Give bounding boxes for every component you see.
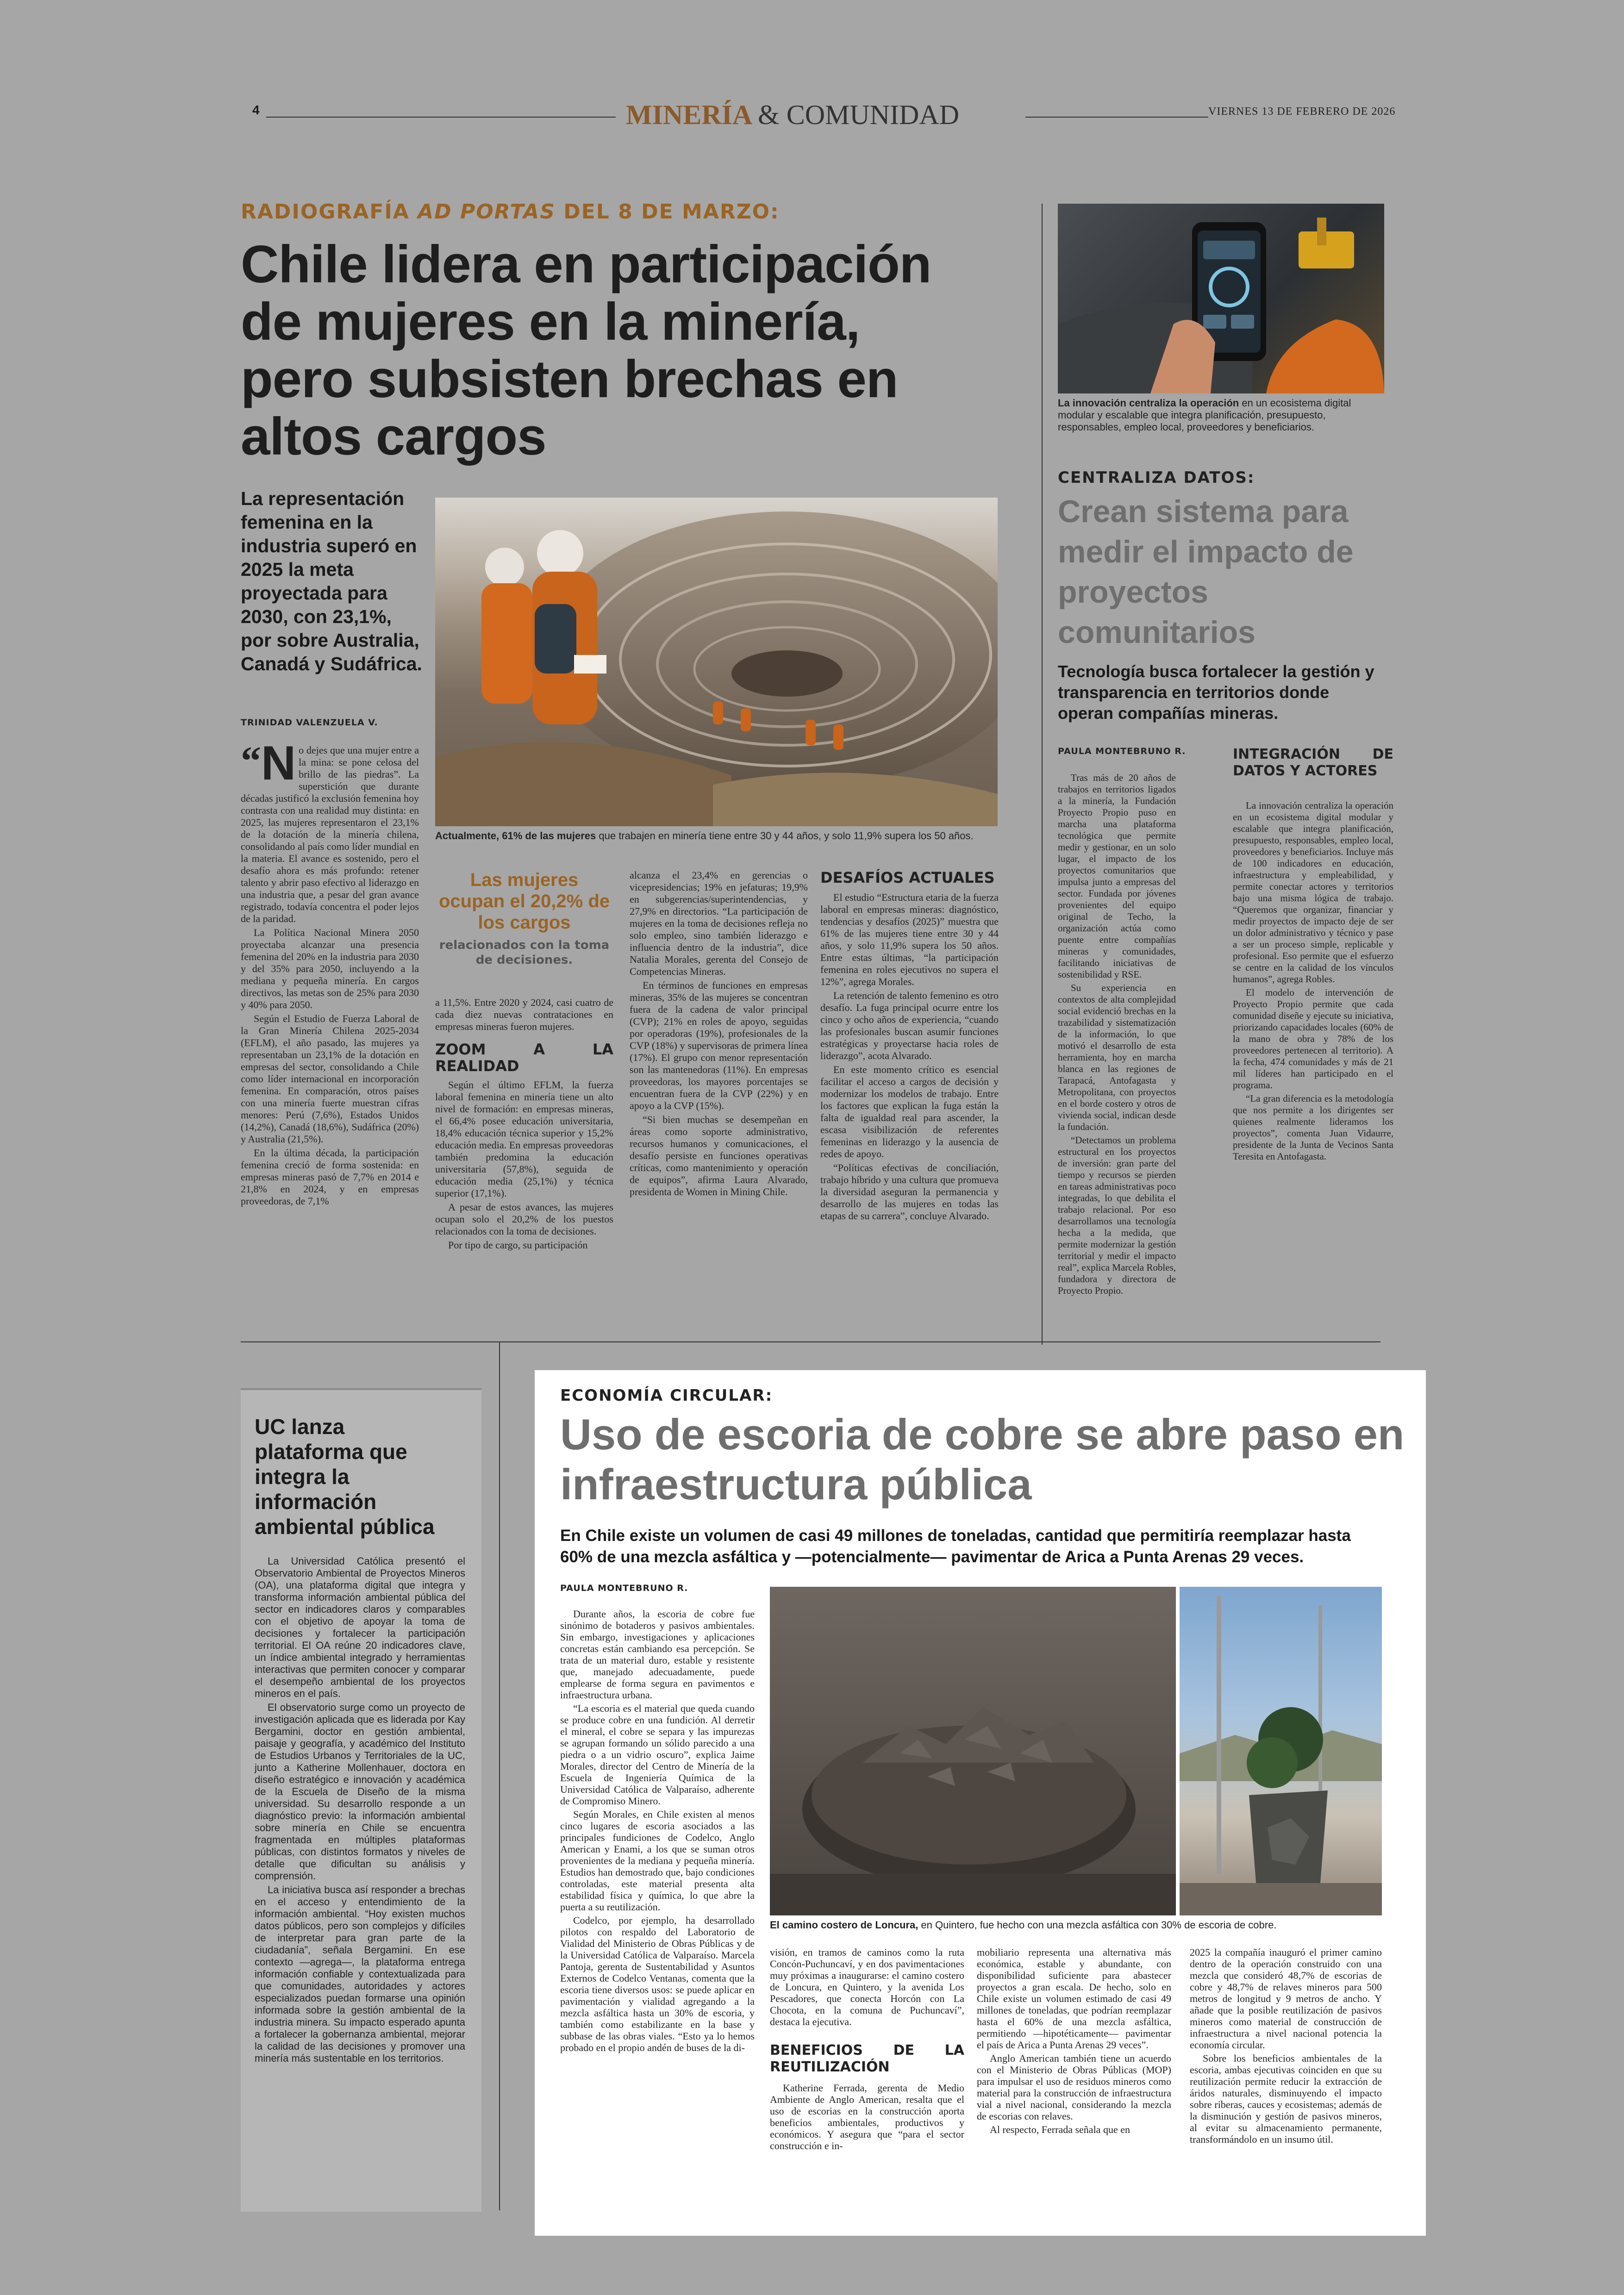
right-headline: Crean sistema para medir el impacto de proyectos comunitarios: [1058, 494, 1354, 650]
main-col2-p4: Por tipo de cargo, su participación: [448, 1239, 588, 1251]
sidebar-p3: La iniciativa busca así responder a brechas en el acceso y entendimiento de la información ambiental. “Hoy existen muchos datos públicos, pero son complejos y difíciles de interpretar para gran parte de la ciudadanía”, señala Bergamini. En ese contexto —agrega—, la plataforma entrega información confiable y contextualizada para que comunidades, autoridades y actores especializados puedan formarse una opinión informada sobre la gestión ambiental de la industria minera. Su impacto esperado apunta a fortalecer la gobernanza ambiental, mejorar la calidad de las decisiones y promover una minería más sustentable en los territorios.: [255, 1884, 465, 2064]
bottom-caption-rest: en Quintero, fue hecho con una mezcla asfáltica con 30% de escoria de cobre.: [918, 1919, 1277, 1931]
main-col4-subhead: DESAFÍOS ACTUALES: [820, 869, 995, 886]
bottom-col3-p3: Al respecto, Ferrada señala que en: [990, 2124, 1130, 2135]
phone-photo: [1058, 204, 1384, 393]
sidebar-p2: El observatorio surge como un proyecto de investigación aplicada que es liderada por Kay Bergamini, doctor en gestión ambiental, paisaje y geografía, y académico del Instituto de Estudios Urbanos y Territoriales de la UC, junto a Katherine Mollenhauer, doctora en diseño estratégico e innovación y académica de la Escuela de Diseño de la misma universidad. Su desarrollo responde a un diagnóstico previo: la información ambiental sobre minería en Chile se encuentra fragmentada en múltiples plataformas públicas, con distintos formatos y niveles de detalle que dificultan su análisis y comprensión.: [255, 1702, 465, 1882]
bottom-left-divider: [499, 1342, 500, 2210]
main-col4-p1: El estudio “Estructura etaria de la fuerza laboral en empresas mineras: diagnóstico, tendencias y desafíos (2025)” muestra que 61% de las mujeres tiene entre 30 y 44 años, y solo 11,9% supera los 50 años. Entre estas últimas, “la participación femenina en roles ejecutivos no supera el 12%”, agrega Morales.: [820, 892, 999, 987]
bottom-col2-p1: visión, en tramos de caminos como la ruta Concón-Puchuncaví, y en dos pavimentaciones muy próximas a inaugurarse: el camino costero de Loncura, en Quintero, y la avenida Los Pescadores, que conecta Horcón con La Chocota, en la comuna de Puchuncaví”, destaca la ejecutiva.: [770, 1946, 964, 2027]
sidebar-headline: UC lanza plataforma que integra la información ambiental pública: [255, 1415, 435, 1539]
main-col1-intro: o dejes que una mujer entre a la mina: se pone celosa del brillo de las piedras”. La superstición que durante décadas justificó la exclusión femenina hoy contrasta con una realidad muy distinta: en 2025, las mujeres representaron el 23,1% de la dotación de la minería chilena, consolidando al país como líder mundial en la materia. El avance es sostenido, pero el desafío ahora es más profundo: retener talento y abrir paso efectivo al liderazgo en una industria que, a pesar del gran avance registrado, todavía concentra el poder lejos de la paridad.: [241, 744, 419, 924]
section-title-a: MINERÍA: [626, 100, 751, 130]
right-col1-p3: “Detectamos un problema estructural en los proyectos de inversión: gran parte del tiempo y recursos se pierden en tareas administrativas poco integradas, lo que debilita el trabajo relacional. Por eso desarrollamos una tecnología hecha a la medida, que permite modernizar la gestión territorial y medir el impacto real”, explica Marcela Robles, fundadora y directora de Proyecto Propio.: [1058, 1135, 1176, 1296]
main-col4-p2: La retención de talento femenino es otro desafío. La fuga principal ocurre entre los cinco y ocho años de experiencia, “cuando las profesionales buscan asumir funciones estratégicas y proyectarse hacia roles de liderazgo”, acota Alvarado.: [820, 990, 999, 1061]
bottom-photo-caption: [770, 1919, 1382, 1931]
main-kicker-a: RADIOGRAFÍA: [241, 200, 418, 224]
main-col-4: [820, 869, 999, 1224]
top-bottom-rule: [241, 1341, 1380, 1342]
main-col1-p4: En la última década, la participación femenina creció de forma sostenida: en empresas mineras pasó de 7,7% en 2014 e 21,8% en 2024, y en empresas proveedoras, de 7,1%: [241, 1147, 419, 1207]
main-col1-intro-para: [241, 736, 419, 925]
main-kicker-c: DEL 8 DE MARZO:: [555, 200, 780, 224]
right-deck: Tecnología busca fortalecer la gestión y transparencia en territorios donde operan compañías mineras.: [1058, 662, 1374, 723]
main-col2-p2: Según el último EFLM, la fuerza laboral femenina en minería tiene un alto nivel de formación: en empresas mineras, el 66,4% posee educación universitaria, 18,4% educación técnica superior y 15,2% educación media. En empresas proveedoras también predomina la educación universitaria (57,8%), seguida de educación media (25,1%) y técnica superior (17,1%).: [435, 1079, 613, 1199]
right-col2-p1: La innovación centraliza la operación en un ecosistema digital modular y escalable que integra planificación, presupuesto, responsables, empleo local, proveedores y beneficiarios. Incluye más de 100 indicadores en educación, infraestructura y empleabilidad, y permite conectar actores y territorios bajo una misma lógica de trabajo. “Queremos que organizar, financiar y medir proyectos de impacto deje de ser un dolor administrativo y técnico y pase a ser un proceso simple, replicable y profesional. Eso permite que el esfuerzo se centre en la calidad de los vínculos humanos”, agrega Robles.: [1233, 800, 1393, 985]
bottom-kicker: ECONOMÍA CIRCULAR:: [560, 1386, 773, 1405]
right-col1-p2: Su experiencia en contextos de alta complejidad social evidenció brechas en la trazabilidad y sistematización de la información, lo que motivó el desarrollo de esta herramienta, hoy en marcha blanca en las regiones de Tarapacá, Antofagasta y Metropolitana, con proyectos en el borde costero y otros de vivienda social, indican desde la fundación.: [1058, 982, 1176, 1132]
dropcap: N: [261, 736, 296, 790]
bottom-col-4: [1190, 1946, 1382, 2147]
main-kicker: [241, 200, 780, 224]
main-col-2: [435, 997, 613, 1253]
header-rule-right: [1025, 117, 1208, 118]
right-byline: PAULA MONTEBRUNO R.: [1058, 746, 1186, 756]
pullquote: [435, 869, 613, 967]
bottom-caption-bold: El camino costero de Loncura,: [770, 1919, 918, 1931]
bottom-col2-subhead: BENEFICIOS DE LA REUTILIZACIÓN: [770, 2042, 964, 2075]
main-col3-p2: En términos de funciones en empresas mineras, 35% de las mujeres se concentran fuera de la cadena de valor principal (CVP); 21% en roles de apoyo, seguidas por operadoras (19%), profesionales de la CVP (18%) y supervisoras de primera línea (17%). El grupo con menor representación son las mantenedoras (11%). En empresas proveedoras, los mayores porcentajes se encuentran fuera de la CVP (22%) y en apoyo a la CVP (15%).: [630, 979, 808, 1111]
right-caption-rest: en un ecosistema digital modular y escalable que integra planificación, presupuesto, responsables, empleo local, proveedores y beneficiarios.: [1058, 397, 1351, 433]
bottom-col-3: [977, 1946, 1171, 2137]
main-col1-p2: La Política Nacional Minera 2050 proyectaba alcanzar una presencia femenina del 20% en la industria para 2030 y del 35% para 2050, incluyendo a la mediana y pequeña minería. En cargos directivos, las metas son de 25% para 2030 y 40% para 2050.: [241, 927, 419, 1010]
bottom-headline: Uso de escoria de cobre se abre paso en infraestructura pública: [560, 1410, 1405, 1509]
bottom-col1-p2: “La escoria es el material que queda cuando se produce cobre en una fundición. Al derretir el mineral, el cobre se separa y las impurezas se agrupan formando un sólido parecido a una piedra o a un vidrio oscuro”, explica Jaime Morales, director del Centro de Minería de la Escuela de Ingeniería Química de la Universidad Católica de Valparaíso, adherente de Compromiso Minero.: [560, 1703, 755, 1807]
bottom-col-1: [560, 1608, 755, 2055]
bottom-deck: En Chile existe un volumen de casi 49 millones de toneladas, cantidad que permitiría reemplazar hasta 60% de una mezcla asfáltica y —potencialmente— pavimentar de Arica a Punta Arenas 29 veces.: [560, 1527, 1351, 1566]
right-col2-p3: “La gran diferencia es la metodología que nos permite a los dirigentes ser quienes realmente lideramos los proyectos”, comenta Juan Vidaurre, presidente de la Junta de Vecinos Santa Teresita en Antofagasta.: [1233, 1093, 1393, 1162]
bottom-col2-p2: Katherine Ferrada, gerenta de Medio Ambiente de Anglo American, resalta que el uso de escorias en la construcción aporta beneficios ambientales, productivos y económicos. Y asegura que “para el sector construcción e in-: [770, 2082, 964, 2152]
open-quote: “: [241, 739, 261, 784]
planter-photo: [1180, 1587, 1382, 1915]
main-col-1: [241, 736, 419, 1209]
slag-photo: [770, 1587, 1176, 1915]
issue-date: VIERNES 13 DE FEBRERO DE 2026: [1208, 106, 1396, 118]
sidebar-p1: La Universidad Católica presentó el Observatorio Ambiental de Proyectos Mineros (OA), una plataforma digital que integra y transforma información ambiental pública del sector en indicadores claros y comparables con el objetivo de apoyar la toma de decisiones y fortalecer la participación territorial. El OA reúne 20 indicadores clave, un índice ambiental integrado y herramientas interactivas que permiten conocer y comparar el desempeño ambiental de los proyectos mineros en el país.: [255, 1555, 465, 1699]
main-byline: TRINIDAD VALENZUELA V.: [241, 717, 378, 728]
section-title-amp: &: [758, 100, 780, 130]
bottom-col4-p2: Sobre los beneficios ambientales de la escoria, ambas ejecutivas coinciden en que su reutilización permite reducir la extracción de áridos naturales, disminuyendo el impacto sobre riberas, cauces y ecosistemas; además de la disminución y gestión de pasivos mineros, al evitar su almacenamiento permanente, transformándolo en un insumo útil.: [1190, 2052, 1382, 2145]
right-col-1: [1058, 772, 1176, 1298]
pullquote-sub: relacionados con la toma de decisiones.: [439, 938, 610, 967]
main-col4-p4: “Políticas efectivas de conciliación, trabajo híbrido y una cultura que promueva la diversidad aseguran la permanencia y desarrollo de las mujeres en todas las etapas de su carrera”, concluye Alvarado.: [820, 1162, 999, 1222]
bottom-col1-p3: Según Morales, en Chile existen al menos cinco lugares de escoria asociados a las principales fundiciones de Codelco, Anglo American y Enami, a los que se suman otros provenientes de la mediana y pequeña minería. Estudios han demostrado que, bajo condiciones controladas, este material presenta alta estabilidad física y química, lo que abre la puerta a su reutilización.: [560, 1809, 755, 1913]
main-col3-p1: alcanza el 23,4% en gerencias o vicepresidencias; 19% en jefaturas; 19,9% en subgerencias/superintendencias, y 27,9% en directorios. “La participación de mujeres en la toma de decisiones refleja no solo empleo, sino también liderazgo e influencia dentro de la industria”, dice Natalia Morales, gerenta del Consejo de Competencias Mineras.: [630, 869, 808, 977]
main-col4-p3: En este momento crítico es esencial facilitar el acceso a cargos de decisión y modernizar los modelos de trabajo. Entre los factores que explican la fuga están la falta de igualdad real para ascender, la escasa visibilización de referentes femeninas en liderazgo y la ausencia de redes de apoyo.: [820, 1064, 999, 1160]
right-kicker: CENTRALIZA DATOS:: [1058, 468, 1255, 487]
main-deck: La representación femenina en la industria superó en 2025 la meta proyectada para 2030, con 23,1%, por sobre Australia, Canadá y Sudáfrica.: [241, 488, 422, 674]
right-col2-p2: El modelo de intervención de Proyecto Propio permite que cada comunidad diseñe y ejecute su iniciativa, priorizando capacidades locales (60% de la mano de obra y 78% de los proveedores pertenecen al territorio). A la fecha, 474 comunidades y más de 21 mil líderes han participado en el programa.: [1233, 987, 1393, 1091]
main-col1-p3: Según el Estudio de Fuerza Laboral de la Gran Minería Chilena 2025-2034 (EFLM), el año pasado, las mujeres ya representaban un 23,1% de la dotación en empresas del sector, consolidando a Chile como líder internacional en incorporación femenina. En comparación, otros países con una minería fuerte muestran cifras menores: Perú (7,6%), Estados Unidos (14,2%), Canadá (18,6%), Sudáfrica (20%) y Australia (21,5%).: [241, 1013, 419, 1145]
bottom-col1-p4: Codelco, por ejemplo, ha desarrollado pilotos con respaldo del Laboratorio de Vialidad del Ministerio de Obras Públicas y de la Universidad Católica de Valparaíso. Marcela Pantoja, gerenta de Sustentabilidad y Asuntos Externos de Codelco Ventanas, comenta que la escoria tiene diversos usos: se puede aplicar en pavimentación y vialidad agregando a la mezcla asfáltica hasta un 30% de escoria, y también como estabilizante en la base y subbase de las obras viales. “Esto ya lo hemos probado en el propio andén de buses de la di-: [560, 1915, 755, 2053]
right-photo-caption: [1058, 397, 1384, 433]
sidebar-body: [255, 1555, 465, 2066]
right-col2-subhead: INTEGRACIÓN DE DATOS Y ACTORES: [1233, 746, 1393, 779]
section-title-b: COMUNIDAD: [786, 100, 960, 130]
main-headline: Chile lidera en participación de mujeres en la minería, pero subsisten brechas en altos cargos: [241, 235, 931, 466]
right-col1-p1: Tras más de 20 años de trabajos en territorios ligados a la minería, la Fundación Proyecto Propio puso en marcha una plataforma tecnológica que permite medir y gestionar, en un solo lugar, el impacto de los proyectos comunitarios que impulsa junto a empresas del sector. Fundada por jóvenes provenientes del equipo original de Techo, la organización actúa como puente entre compañías mineras y comunidades, facilitando iniciativas de sostenibilidad y RSE.: [1058, 772, 1176, 980]
main-right-divider: [1042, 204, 1043, 1345]
main-photo-caption: [435, 830, 998, 842]
main-col2-p1: a 11,5%. Entre 2020 y 2024, casi cuatro de cada diez nuevas contrataciones en empresas mineras fueron mujeres.: [435, 997, 613, 1032]
main-col-3: [630, 869, 808, 1200]
right-caption-bold: La innovación centraliza la operación: [1058, 397, 1239, 409]
miners-photo: [435, 498, 998, 826]
bottom-byline: PAULA MONTEBRUNO R.: [560, 1583, 688, 1593]
page-number: 4: [252, 103, 260, 117]
bottom-col3-p1: mobiliario representa una alternativa más económica, estable y abundante, con disponibilidad suficiente para abastecer proyectos a gran escala. De hecho, solo en Chile existe un volumen estimado de casi 49 millones de toneladas, que podrían reemplazar hasta el 60% de una mezcla asfáltica, permitiendo —hipotéticamente— pavimentar el país de Arica a Punta Arenas 29 veces”.: [977, 1946, 1171, 2051]
main-caption-bold: Actualmente, 61% de las mujeres: [435, 830, 596, 842]
bottom-col-2: [770, 1946, 964, 2153]
main-col3-p3: “Si bien muchas se desempeñan en áreas como soporte administrativo, recursos humanos y comunicaciones, el desafío persiste en funciones operativas críticas, como mantenimiento y operación de equipos”, afirma Laura Alvarado, presidenta de Women in Mining Chile.: [630, 1114, 808, 1197]
right-col-2: [1233, 746, 1393, 1164]
bottom-col3-p2: Anglo American también tiene un acuerdo con el Ministerio de Obras Públicas (MOP) para impulsar el uso de residuos mineros como material para la construcción de infraestructura vial a nivel nacional, considerando la mezcla de escorias con relaves.: [977, 2052, 1171, 2122]
main-col2-p3: A pesar de estos avances, las mujeres ocupan solo el 20,2% de los puestos relacionados con la toma de decisiones.: [435, 1201, 613, 1237]
main-kicker-b: AD PORTAS: [418, 200, 556, 224]
main-caption-rest: que trabajen en minería tiene entre 30 y 44 años, y solo 11,9% supera los 50 años.: [596, 830, 974, 842]
main-col2-subhead: ZOOM A LA REALIDAD: [435, 1041, 613, 1075]
bottom-col4-p1: 2025 la compañía inauguró el primer camino dentro de la operación construido con una mezcla que consideró 48,7% de escorias de cobre y 48,7% de relaves mineros para 500 metros de longitud y 9 metros de ancho. Y añade que la posible reutilización de pasivos mineros como material de construcción de infraestructura a nivel nacional potencia la economía circular.: [1190, 1946, 1382, 2051]
section-title: [626, 99, 959, 131]
pullquote-main: Las mujeres ocupan el 20,2% de los cargos: [438, 870, 610, 933]
bottom-col1-p1: Durante años, la escoria de cobre fue sinónimo de botaderos y pasivos ambientales. Sin embargo, investigaciones y aplicaciones concretas están cambiando esa percepción. Se trata de un material duro, estable y resistente que, manejado adecuadamente, puede emplearse de forma segura en pavimentos e infraestructura urbana.: [560, 1608, 755, 1701]
header-rule-left: [266, 117, 616, 118]
